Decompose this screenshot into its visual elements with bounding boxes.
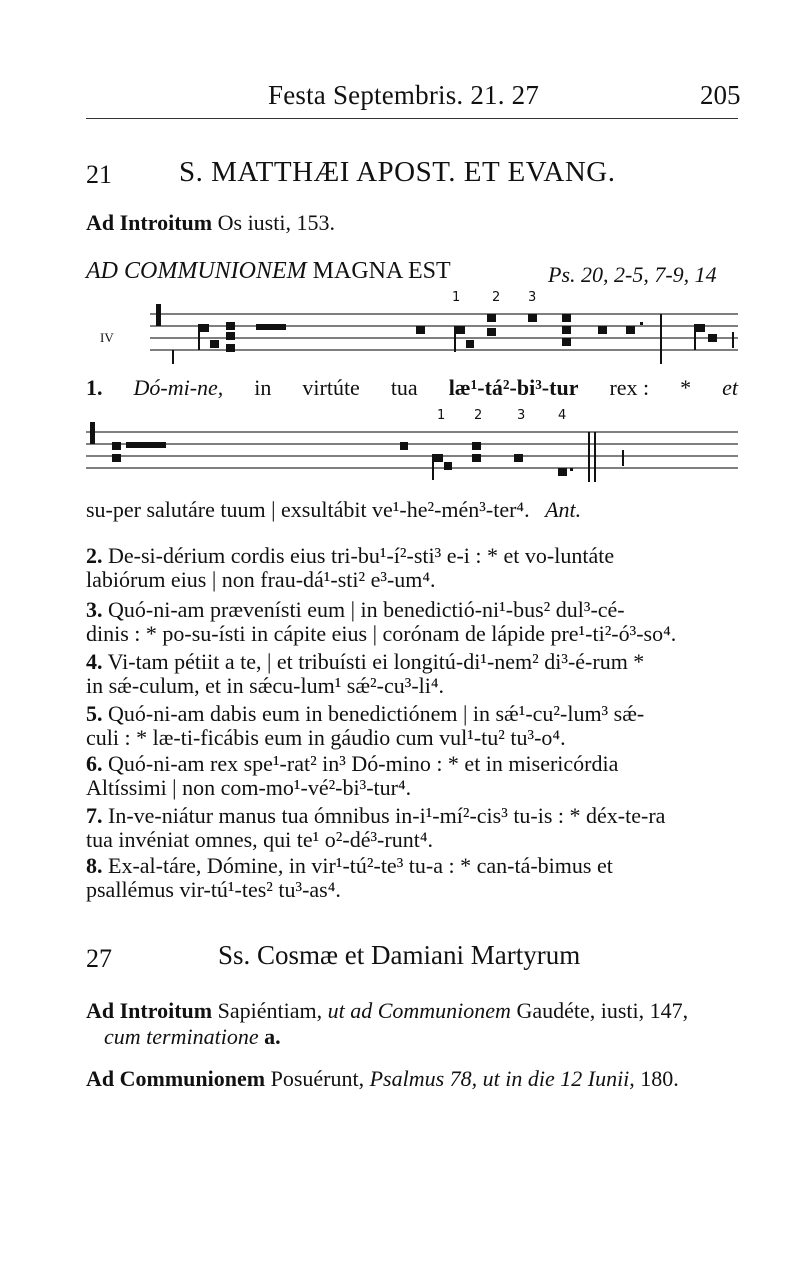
verse-1-word: in	[254, 375, 272, 400]
feast-title: S. MATTHÆI APOST. ET EVANG.	[179, 156, 616, 188]
feast-2-number: 27	[86, 944, 112, 973]
feast-2-introit-bold-2: a.	[264, 1024, 281, 1049]
verse-8-number: 8.	[86, 853, 103, 878]
verse-1-word: et	[722, 375, 738, 400]
page-number: 205	[700, 80, 741, 110]
introit-text: Os iusti, 153.	[217, 210, 335, 235]
verse-1-word: tua	[390, 375, 418, 400]
staff2-number-1: 1	[437, 408, 446, 423]
verse-8-line-1: Ex-al-táre, Dómine, in vir¹-tú²-te³ tu-a : * can-tá-bimus et	[108, 853, 613, 878]
staff2-number-4: 4	[558, 408, 567, 423]
verse-2-number: 2.	[86, 543, 103, 568]
verse-3-line-1: Quó-ni-am prævenísti eum | in benedictió-ni¹-bus² dul³-cé-	[108, 597, 625, 622]
verse-8-line-2: psallémus vir-tú¹-tes² tu³-as⁴.	[86, 877, 341, 902]
feast-2-title: Ss. Cosmæ et Damiani Martyrum	[218, 940, 581, 970]
verse-1-number: 1.	[86, 375, 103, 400]
verse-2	[86, 544, 614, 592]
verse-8	[86, 854, 613, 902]
verse-7	[86, 804, 665, 852]
verse-2-line-2: labiórum eius | non frau-dá¹-sti² e³-um⁴.	[86, 567, 436, 592]
chant-staff-2	[86, 420, 740, 486]
feast-2-communion	[86, 1066, 679, 1092]
staff1-number-2: 2	[492, 290, 501, 305]
introit-line	[86, 210, 335, 236]
verse-7-line-2: tua invéniat omnes, qui te¹ o²-dé³-runt⁴.	[86, 827, 433, 852]
feast-2-communion-page: 180.	[640, 1066, 679, 1091]
verse-1-word: *	[680, 375, 692, 400]
verse-1-word: Dó-mi-ne,	[133, 375, 224, 400]
feast-2-communion-text: Posuérunt,	[270, 1066, 365, 1091]
verse-5-line-1: Quó-ni-am dabis eum in benedictiónem | in sǽ¹-cu²-lum³ sǽ-	[108, 701, 645, 726]
feast-number: 21	[86, 160, 112, 189]
verse-7-number: 7.	[86, 803, 103, 828]
staff1-number-1: 1	[452, 290, 461, 305]
introit-label: Ad Introitum	[86, 210, 213, 235]
verse-5-number: 5.	[86, 701, 103, 726]
antiphon-mark: Ant.	[545, 497, 582, 522]
header-rule	[86, 118, 738, 119]
communion-incipit: MAGNA EST	[312, 258, 451, 284]
verse-6	[86, 752, 618, 800]
verse-4-line-2: in sǽ-culum, et in sǽcu-lum¹ sǽ²-cu³-li⁴.	[86, 673, 445, 698]
chant-staff-1	[150, 300, 740, 366]
staff2-number-2: 2	[474, 408, 483, 423]
feast-2-introit-text-1: Sapiéntiam,	[217, 998, 323, 1023]
feast-2-communion-label: Ad Communionem	[86, 1066, 266, 1091]
verse-1-line-1	[86, 376, 738, 400]
verse-1-line-2	[86, 498, 581, 522]
feast-2-introit-text-2: Gaudéte, iusti, 147,	[516, 998, 689, 1023]
verse-1-continuation: su-per salutáre tuum | exsultábit ve¹-he²-mén³-ter⁴.	[86, 497, 530, 522]
verse-5-line-2: culi : * læ-ti-ficábis eum in gáudio cum vul¹-tu² tu³-o⁴.	[86, 725, 566, 750]
verse-6-line-2: Altíssimi | non com-mo¹-vé²-bi³-tur⁴.	[86, 775, 412, 800]
staff2-number-3: 3	[517, 408, 526, 423]
staff1-number-3: 3	[528, 290, 537, 305]
feast-2-introit	[86, 998, 688, 1050]
verse-1-word: læ¹-tá²-bi³-tur	[448, 375, 579, 400]
verse-6-number: 6.	[86, 751, 103, 776]
feast-2-introit-italic-2: cum terminatione	[104, 1024, 259, 1049]
communion-header	[86, 258, 451, 285]
feast-2-communion-italic: Psalmus 78, ut in die 12 Iunii,	[369, 1066, 635, 1091]
feast-2-introit-italic-1: ut ad Communionem	[327, 998, 511, 1023]
verse-4-line-1: Vi-tam pétiit a te, | et tribuísti ei longitú-di¹-nem² di³-é-rum *	[107, 649, 645, 674]
mode-label: IV	[100, 330, 114, 345]
verse-6-line-1: Quó-ni-am rex spe¹-rat² in³ Dó-mino : * et in misericórdia	[108, 751, 619, 776]
verse-5	[86, 702, 644, 750]
running-head-title: Festa Septembris. 21. 27	[268, 80, 540, 110]
verse-4	[86, 650, 644, 698]
verse-7-line-1: In-ve-niátur manus tua ómnibus in-i¹-mí²-cis³ tu-is : * déx-te-ra	[108, 803, 666, 828]
verse-1-word: rex :	[609, 375, 650, 400]
verse-1-word: virtúte	[302, 375, 360, 400]
verse-3	[86, 598, 676, 646]
verse-2-line-1: De-si-dérium cordis eius tri-bu¹-í²-sti³ e-i : * et vo-luntáte	[108, 543, 615, 568]
communion-label: AD COMMUNIONEM	[86, 258, 307, 284]
verse-3-line-2: dinis : * po-su-ísti in cápite eius | corónam de lápide pre¹-ti²-ó³-so⁴.	[86, 621, 677, 646]
verse-3-number: 3.	[86, 597, 103, 622]
feast-2-introit-label: Ad Introitum	[86, 998, 213, 1023]
psalm-reference: Ps. 20, 2-5, 7-9, 14	[548, 262, 717, 287]
verse-4-number: 4.	[86, 649, 103, 674]
